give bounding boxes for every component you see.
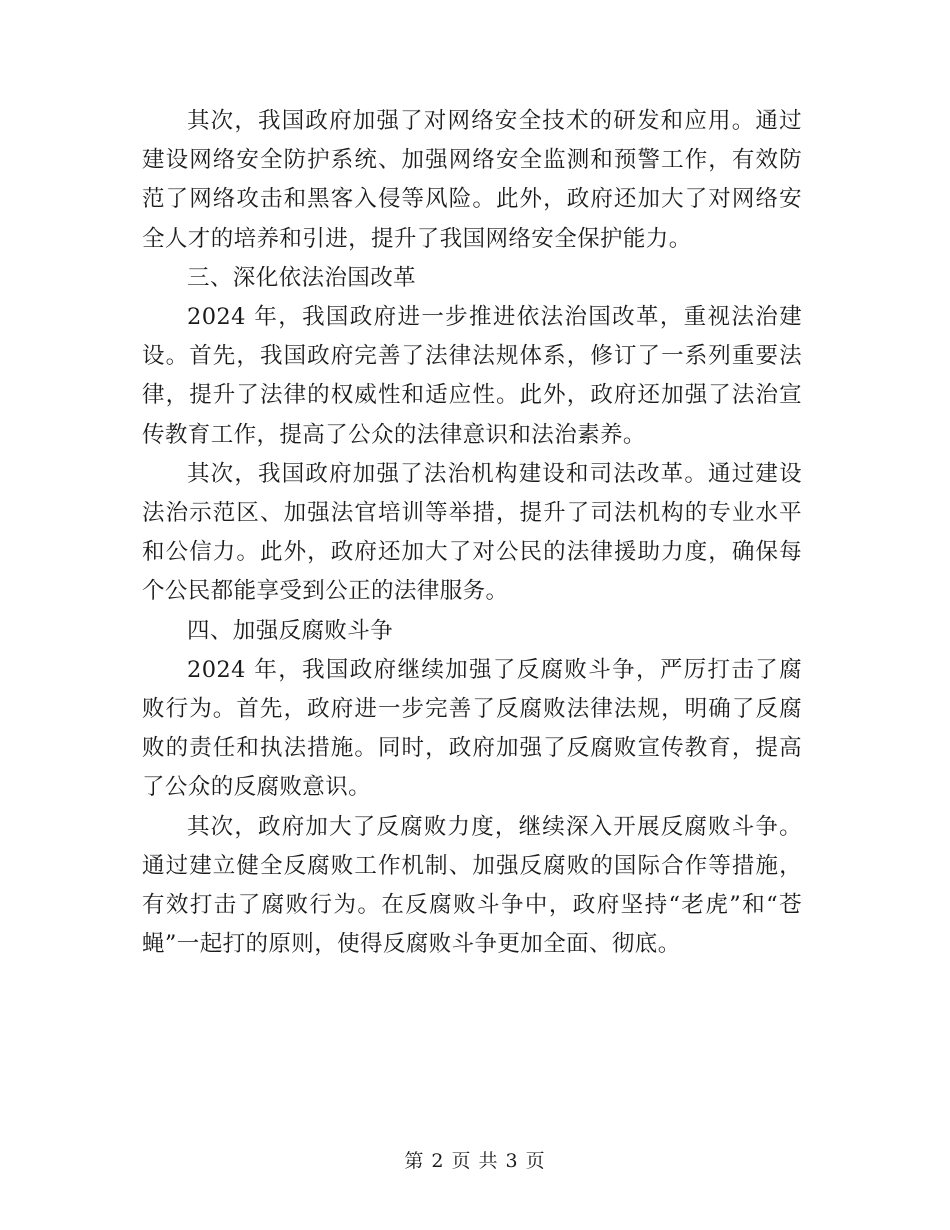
paragraph: 2024 年，我国政府进一步推进依法治国改革，重视法治建设。首先，我国政府完善了法律法规体系，修订了一系列重要法律，提升了法律的权威性和适应性。此外，政府还加强了法治宣传教育工作，提高了公众的法律意识和法治素养。: [142, 304, 802, 448]
page-footer: 第 2 页 共 3 页: [404, 1150, 546, 1172]
document-body: [142, 102, 802, 964]
paragraph: 其次，我国政府加强了对网络安全技术的研发和应用。通过建设网络安全防护系统、加强网络安全监测和预警工作，有效防范了网络攻击和黑客入侵等风险。此外，政府还加大了对网络安全人才的培养和引进，提升了我国网络安全保护能力。: [142, 108, 802, 252]
paragraph: 其次，我国政府加强了法治机构建设和司法改革。通过建设法治示范区、加强法官培训等举措，提升了司法机构的专业水平和公信力。此外，政府还加大了对公民的法律援助力度，确保每个公民都能享受到公正的法律服务。: [142, 460, 802, 605]
paragraph: 2024 年，我国政府继续加强了反腐败斗争，严厉打击了腐败行为。首先，政府进一步完善了反腐败法律法规，明确了反腐败的责任和执法措施。同时，政府加强了反腐败宣传教育，提高了公众的反腐败意识。: [142, 656, 802, 801]
section-heading: 四、加强反腐败斗争: [187, 617, 394, 644]
paragraph: 其次，政府加大了反腐败力度，继续深入开展反腐败斗争。通过建立健全反腐败工作机制、加强反腐败的国际合作等措施，有效打击了腐败行为。在反腐败斗争中，政府坚持“老虎”和“苍蝇”一起打的原则，使得反腐败斗争更加全面、彻底。: [142, 813, 802, 958]
section-heading: 三、深化依法治国改革: [187, 264, 417, 291]
